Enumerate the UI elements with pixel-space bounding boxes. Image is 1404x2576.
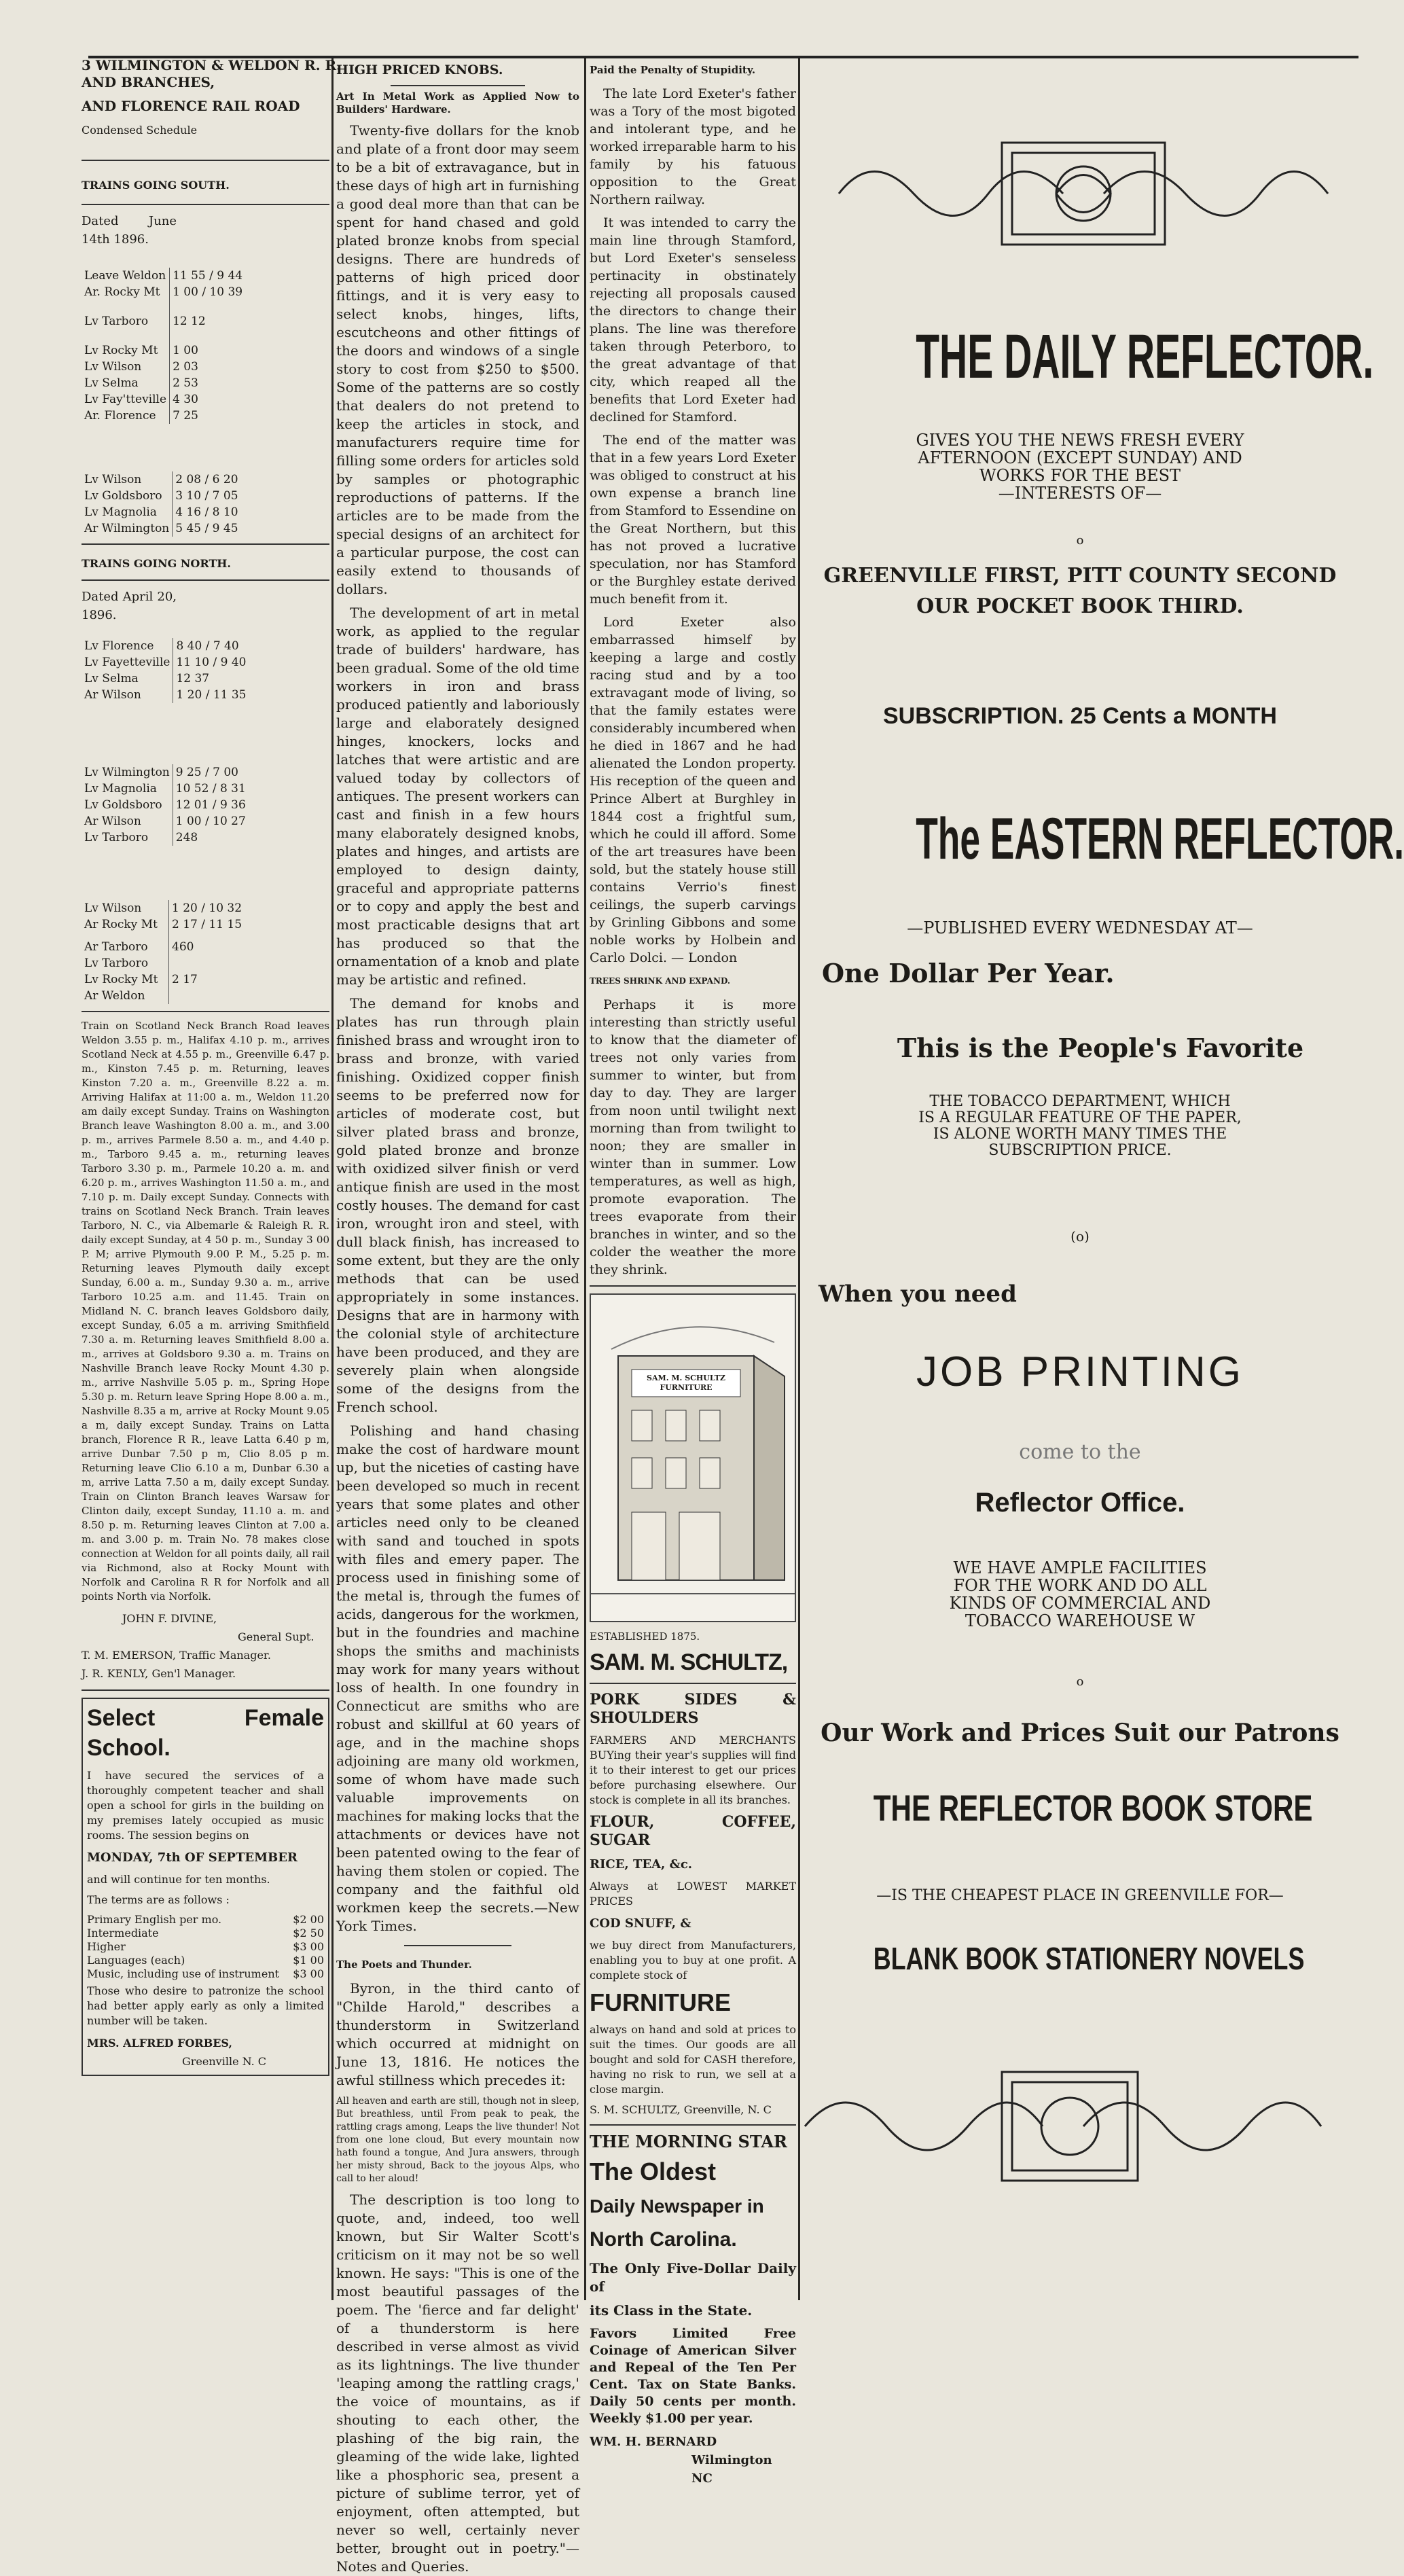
job-printing: JOB PRINTING — [916, 1348, 1244, 1395]
time: 2 03 — [170, 359, 329, 375]
poets-intro: Byron, in the third canto of "Childe Harold," describes a thunderstorm in Switzerland which occurred at midnight on June 13, 1816. He notices the awful stillness which precedes it: — [336, 1980, 579, 2088]
knobs-title: HIGH PRICED KNOBS. — [336, 62, 503, 77]
divider — [82, 543, 329, 545]
north-timetable-1 — [82, 638, 329, 703]
time: 10 52 / 8 31 — [173, 781, 329, 797]
time: 9 25 / 7 00 — [173, 764, 329, 781]
station: Ar Wilson — [84, 688, 141, 702]
divider — [590, 1683, 796, 1684]
divider — [590, 1285, 796, 1287]
time: 1 20 / 11 35 — [173, 687, 329, 703]
ample-4: TOBACCO WAREHOUSE W — [965, 1611, 1195, 1630]
star-nc: North Carolina. — [590, 2228, 737, 2251]
time: 460 — [169, 933, 330, 955]
come-to: come to the — [1019, 1440, 1141, 1464]
tobacco-2: IS A REGULAR FEATURE OF THE PAPER, — [918, 1109, 1242, 1126]
ample-2: FOR THE WORK AND DO ALL — [953, 1576, 1207, 1595]
time: 1 00 / 10 27 — [173, 813, 329, 829]
north-timetable-2 — [82, 764, 329, 846]
signer-title: General Supt. — [238, 1630, 314, 1643]
star-place: Wilmington NC — [691, 2453, 772, 2486]
knobs-paragraph: The development of art in metal work, as applied to the regular trade of builders' hardware, has been gradual. Some of the old time workers in iron and brass produced patiently and laboriously large and elaborately designed hinges, knockers, locks and latches that were artistic and are valued today by collectors of antiques. The present workers can cast and finish in a few hours many elaborately designed knobs, plates and hinges, and artists are employed to design dainty, graceful and appropriate patterns or to copy and apply the best and most practicable designs that art has produced so that the ornamentation of a knob and plate may be artistic and refined. — [336, 605, 579, 988]
school-ad — [82, 1698, 329, 2076]
time: 1 20 / 10 32 — [169, 900, 330, 916]
station: Lv Tarboro — [84, 956, 149, 970]
south-dated: Dated June 14th 1896. — [82, 214, 177, 247]
traffic-manager: T. M. EMERSON, Traffic Manager. — [82, 1649, 271, 1662]
divider — [82, 1689, 329, 1691]
time: 2 08 / 6 20 — [173, 471, 329, 488]
schultz-always: Always at LOWEST MARKET PRICES — [590, 1880, 796, 1908]
station: Lv Rocky Mt — [84, 973, 158, 986]
separator: (o) — [1070, 1228, 1090, 1245]
rate-row — [87, 1940, 324, 1954]
star-only: The Only Five-Dollar Daily of — [590, 2260, 796, 2295]
tobacco-4: SUBSCRIPTION PRICE. — [988, 1142, 1172, 1159]
blank-book: BLANK BOOK STATIONERY NOVELS — [873, 1941, 1305, 1976]
rate-row — [87, 1954, 324, 1967]
stupidity-paragraph: The late Lord Exeter's father was a Tory of the most bigoted and intolerant type, and he worked irreparable harm to his family by his fatuous opposition to the Great Northern railway. — [590, 86, 796, 207]
rate-label: Primary English per mo. — [87, 1913, 222, 1926]
station: Lv Magnolia — [84, 505, 157, 519]
time: 4 30 — [170, 391, 329, 408]
cheapest-place: —IS THE CHEAPEST PLACE IN GREENVILLE FOR— — [876, 1887, 1284, 1904]
time — [169, 988, 330, 1004]
rate-label: Higher — [87, 1940, 126, 1953]
divider — [82, 204, 329, 205]
railroad-title: WILMINGTON & WELDON R. R. — [95, 57, 342, 73]
station: Ar. Rocky Mt — [84, 285, 160, 299]
reflector-office: Reflector Office. — [975, 1488, 1185, 1518]
knobs-paragraph: Twenty-five dollars for the knob and plate of a front door may seem to be a bit of extravagance, but in these days of high art in furnishing a good deal more than that can be spent for hand chased and gold plated bronze knobs from special designs. There are hundreds of patterns of high priced door fittings, and it is very easy to select knobs, hinges, lifts, escutcheons and other fittings of the doors and windows of a single story to cost from $250 to $500. Some of the patterns are so costly that dealers do not pretend to keep the articles in stock, and manufacturers require time for filling some orders for articles sold by samples or photographic reproductions of patterns. If the articles are to be made from the special designs of an architect for a particular purpose, the cost can easily extend to thousands of dollars. — [336, 122, 579, 597]
rate-price: $2 50 — [293, 1927, 324, 1939]
greenville-first: GREENVILLE FIRST, PITT COUNTY SECOND — [823, 564, 1337, 588]
pocket-book: OUR POCKET BOOK THIRD. — [916, 594, 1244, 618]
schultz-rice: RICE, TEA, &c. — [590, 1857, 693, 1872]
rate-label: Music, including use of instrument — [87, 1967, 280, 1980]
rate-label: Languages (each) — [87, 1954, 185, 1967]
time: 12 01 / 9 36 — [173, 797, 329, 813]
column-divider — [331, 58, 334, 2300]
reflector-gives-3: WORKS FOR THE BEST — [979, 466, 1181, 485]
station: Lv Florence — [84, 639, 154, 653]
stupidity-paragraph: The end of the matter was that in a few years Lord Exeter was obliged to construct at his own expense a branch line from Stamford to Essendine on the Great Northern, but this has not proved a lucrative speculation, nor has Stamford or the Burghley estate derived much benefit from it. — [590, 433, 796, 607]
store-building-icon — [591, 1295, 795, 1621]
divider — [590, 2124, 796, 2126]
south-header: TRAINS GOING SOUTH. — [82, 179, 230, 192]
rate-price: $2 00 — [293, 1913, 324, 1926]
work-and-prices: Our Work and Prices Suit our Patrons — [821, 1719, 1339, 1747]
school-body: I have secured the services of a thoroughly competent teacher and shall open a school for girls in the building on my premises lately occupied as music rooms. The session begins on — [87, 1769, 324, 1842]
school-date: MONDAY, 7th OF SEPTEMBER — [87, 1850, 298, 1865]
star-daily: Daily Newspaper in — [590, 2196, 764, 2217]
schultz-snuff: COD SNUFF, & — [590, 1916, 691, 1931]
signer-name: JOHN F. DIVINE, — [122, 1612, 217, 1625]
one-dollar: One Dollar Per Year. — [822, 958, 1115, 988]
time: 8 40 / 7 40 — [173, 638, 329, 654]
trees-paragraph: Perhaps it is more interesting than strictly useful to know that the diameter of trees not only varies from summer to winter, but from day to day. They are larger from noon until twilight next morning than from twilight to noon; they are smaller in winter than in summer. Low temperatures, as well as high, promote evaporation. The trees evaporate from their branches in winter, and so the colder the weather the more they shrink. — [590, 997, 796, 1277]
stupidity-paragraph: Lord Exeter also embarrassed himself by keeping a large and costly racing stud and by a too extravagant mode of living, so that the family estates were considerably incumbered when he died in 1867 and he had alienated the London property. His reception of the queen and Prince Albert at Burghley in 1844 cost a frightful sum, which he could ill afford. Some of the art treasures have been sold, but the stately house still contains Verrio's finest ceilings, the superb carvings by Grinling Gibbons and some noble works by Holbein and Carlo Dolci. — London — [590, 615, 796, 965]
star-oldest: The Oldest — [590, 2158, 717, 2185]
poets-body: The description is too long to quote, and, indeed, too well known, but Sir Walter Scott's criticism on it may not be so well known. He says: "This is one of the most beautiful passages of the poem. The 'fierce and far delight' of a thunderstorm is here described in verse almost as vivid as its lightnings. The live thunder 'leaping among the rattling crags,' the voice of mountains, as if shouting to each other, the plashing of the big rain, the gleaming of the wide lake, lighted like a phosphoric sea, present a picture of sublime terror, yet of enjoyment, often attempted, but never so well, certainly never better, brought out in poetry."—Notes and Queries. — [336, 2192, 579, 2575]
railroad-subtitle-2: AND FLORENCE RAIL ROAD — [82, 98, 300, 114]
poets-title: The Poets and Thunder. — [336, 1958, 472, 1971]
schedule-label: Condensed Schedule — [82, 124, 198, 137]
station: Lv Wilson — [84, 473, 142, 486]
station: Lv Wilson — [84, 901, 142, 915]
tobacco-3: IS ALONE WORTH MANY TIMES THE — [933, 1126, 1227, 1143]
station: Lv Fayetteville — [84, 656, 170, 669]
south-timetable-1 — [82, 268, 329, 424]
south-timetable-2 — [82, 471, 329, 537]
daily-reflector-title: THE DAILY REFLECTOR. — [916, 322, 1374, 391]
rate-row — [87, 1967, 324, 1981]
time: 2 17 — [169, 971, 330, 988]
time: 12 12 — [170, 300, 329, 329]
station: Ar. Florence — [84, 409, 156, 423]
reflector-gives-4: —INTERESTS OF— — [998, 484, 1162, 503]
time: 2 53 — [170, 375, 329, 391]
divider — [391, 85, 525, 86]
schultz-furniture: FURNITURE — [590, 1988, 731, 2016]
star-favors: Favors Limited Free Coinage of American Silver and Repeal of the Ten Per Cent. Tax on State Banks. Daily 50 cents per month. Weekly $1.00 per year. — [590, 2326, 796, 2426]
station: Lv Selma — [84, 376, 139, 390]
store-illustration — [590, 1293, 796, 1622]
schultz-sign: S. M. SCHULTZ, Greenville, N. C — [590, 2103, 772, 2116]
divider — [82, 1011, 329, 1012]
time: 3 10 / 7 05 — [173, 488, 329, 504]
time: 1 00 — [170, 329, 329, 359]
knobs-subtitle: Art In Metal Work as Applied Now to Builders' Hardware. — [336, 90, 579, 115]
schultz-buy: we buy direct from Manufacturers, enabling you to buy at one profit. A complete stock of — [590, 1939, 796, 1982]
divider — [82, 160, 329, 161]
station: Ar Weldon — [84, 989, 145, 1003]
station: Ar Tarboro — [84, 940, 148, 954]
school-terms: The terms are as follows : — [87, 1893, 230, 1906]
school-continue: and will continue for ten months. — [87, 1873, 270, 1886]
station: Lv Goldsboro — [84, 798, 162, 812]
branch-schedule-text: Train on Scotland Neck Branch Road leaves Weldon 3.55 p. m., Halifax 4.10 p. m., arrives Scotland Neck at 4.55 p. m., Greenville 6.47 p. m., Kinston 7.45 p. m. Returning, leaves Kinston 7.20 a. m., Greenville 8.22 a. m. Arriving Halifax at 11:00 a. m., Weldon 11.20 am daily except Sunday. Trains on Washington Branch leave Washington 8.00 a. m., and 3.00 p. m., arrives Parmele 8.50 a. m., and 4.40 p. m., Tarboro 9.45 a. m., returning leaves Tarboro 3.30 p. m., Parmele 10.20 a. m. and 6.20 p. m., arrives Washington 11.50 a. m., and 7.10 p. m. Daily except Sunday. Connects with trains on Scotland Neck Branch. Train leaves Tarboro, N. C., via Albemarle & Raleigh R. R. daily except Sunday, at 4 50 p. m., Sunday 3 00 P. M; arrive Plymouth 9.00 P. M., 5.25 p. m. Returning leaves Plymouth daily except Sunday, 6.00 a. m., Sunday 9.30 a. m., arrive Tarboro 10.25 a.m. and 11.45. Train on Midland N. C. branch leaves Goldsboro daily, except Sunday, 6.05 a m. arriving Smithfield 7.30 a. m. Returning leaves Smithfield 8.00 a. m., arrives at Goldsboro 9.30 a. m. Trains on Nashville Branch leave Rocky Mount 4.30 p. m., arrive Nashville 5.05 p. m., Spring Hope 5.30 p. m. Return leave Spring Hope 8.00 a. m., Nashville 8.35 a m, arrive at Rocky Mount 9.05 a m, daily except Sunday. Trains on Latta branch, Florence R R., leave Latta 6.40 p m, arrive Dunbar 7.50 p m, Clio 8.05 p m. Returning leave Clio 6.10 a m, Dunbar 6.30 a m, arrive Latta 7.50 a m, daily except Sunday. Train on Clinton Branch leaves Warsaw for Clinton daily, except Sunday, 11.10 a. m. and 8.50 p. m. Returning leaves Clinton at 7.00 a. m. and 3.00 p. m. Train No. 78 makes close connection at Weldon for all points daily, all rail via Richmond, also at Rocky Mount with Norfolk and Carolina R R for Norfolk and all points North via Norfolk. — [82, 1020, 329, 1603]
ornament-bottom-icon — [798, 2065, 1328, 2187]
rate-price: $3 00 — [293, 1967, 324, 1980]
station: Lv Tarboro — [84, 315, 149, 328]
time: 2 17 / 11 15 — [169, 916, 330, 933]
station: Ar Wilson — [84, 815, 141, 828]
knobs-column — [336, 61, 579, 2575]
book-store: THE REFLECTOR BOOK STORE — [873, 1788, 1313, 1829]
divider — [404, 1945, 511, 1946]
schultz-name: SAM. M. SCHULTZ, — [590, 1649, 788, 1675]
rate-row — [87, 1913, 324, 1927]
column-divider — [584, 58, 586, 2300]
station: Ar Wilmington — [84, 522, 170, 535]
knobs-paragraph: The demand for knobs and plates has run through plain finished brass and wrought iron to brass and bronze, with varied finishing. Oxidized copper finish seems to be preferred now for articles of moderate cost, but silver plated brass and bronze, gold plated bronze and bronze with oxidized silver finish or verd antique finish are used in the most costly houses. The demand for cast iron, wrought iron and steel, with dull black finish, has increased to some extent, but they are the only methods that can be used appropriately in some instances. Designs that are in harmony with the colonial style of architecture have been produced, and they are severely plain when alongside some of the designs from the French school. — [336, 995, 579, 1415]
subscription: SUBSCRIPTION. 25 Cents a MONTH — [883, 703, 1277, 729]
separator: o — [1076, 533, 1084, 548]
ample-3: KINDS OF COMMERCIAL AND — [949, 1594, 1211, 1613]
store-sign: SAM. M. SCHULTZ FURNITURE — [647, 1374, 725, 1392]
tobacco-1: THE TOBACCO DEPARTMENT, WHICH — [929, 1093, 1231, 1110]
stupidity-paragraph: It was intended to carry the main line through Stamford, but Lord Exeter's senseless pertinacity in obstinately rejecting all proposals caused the directors to change their plans. The line was therefore taken through Peterboro, to the great advantage of that city, which reaped all the benefits that Lord Exeter had declined for Stamford. — [590, 215, 796, 425]
stupidity-column — [590, 61, 796, 2486]
north-dated: Dated April 20, 1896. — [82, 590, 177, 622]
knobs-paragraph: Polishing and hand chasing make the cost of hardware mount up, but the niceties of casting have been developed so much in recent years that some plates and other articles need only to be cleaned with sand and touched in spots with files and emery paper. The process used in finishing some of the metal is, through the fumes of acids, dangerous for the workmen, but in the foundries and machine shops the smiths and machinists may work for many years without loss of health. In one foundry in Connecticut are smiths who are robust and skillful at 60 years of age, and in the machine shops adjoining are many old workmen, some of whom have made such valuable improvements on machines for making locks that the attachments or devices have not been patented owing to the fear of having them stolen or copied. The company and the faithful old workmen keep the secrets.—New York Times. — [336, 1423, 579, 1934]
time: 248 — [173, 829, 329, 846]
rate-list — [87, 1913, 324, 1981]
station: Lv Rocky Mt — [84, 344, 158, 357]
time: 4 16 / 8 10 — [173, 504, 329, 520]
school-title: Select Female School. — [87, 1705, 324, 1761]
eastern-reflector-title: The EASTERN REFLECTOR. — [916, 806, 1404, 872]
trees-heading: TREES SHRINK AND EXPAND. — [590, 976, 731, 986]
station: Lv Tarboro — [84, 831, 149, 844]
star-signer: WM. H. BERNARD — [590, 2435, 717, 2449]
school-place: Greenville N. C — [182, 2055, 267, 2068]
general-manager: J. R. KENLY, Gen'l Manager. — [82, 1667, 236, 1680]
page-number: 3 — [82, 57, 91, 73]
time: 5 45 / 9 45 — [173, 520, 329, 537]
station: Lv Wilson — [84, 360, 142, 374]
schultz-pork: PORK SIDES & SHOULDERS — [590, 1691, 796, 1727]
published: —PUBLISHED EVERY WEDNESDAY AT— — [907, 918, 1253, 937]
rate-price: $3 00 — [293, 1940, 324, 1953]
school-closing: Those who desire to patronize the school had better apply early as only a limited number will be taken. — [87, 1984, 324, 2027]
time: 7 25 — [170, 408, 329, 424]
stupidity-title: Paid the Penalty of Stupidity. — [590, 64, 756, 76]
time: 1 00 / 10 39 — [170, 284, 329, 300]
rate-row — [87, 1927, 324, 1940]
separator: o — [1076, 1675, 1084, 1689]
star-title: THE MORNING STAR — [590, 2132, 787, 2151]
ornament-top-icon — [832, 136, 1335, 251]
time: 11 10 / 9 40 — [173, 654, 329, 670]
divider — [82, 579, 329, 581]
station: Lv Selma — [84, 672, 139, 685]
schultz-flour: FLOUR, COFFEE, SUGAR — [590, 1813, 796, 1849]
railroad-subtitle: AND BRANCHES, — [82, 74, 215, 90]
schultz-farmers: FARMERS AND MERCHANTS BUYing their year's supplies will find it to their interest to get our prices before purchasing elsewhere. Our stock is complete in all its branches. — [590, 1734, 796, 1806]
time: 12 37 — [173, 670, 329, 687]
reflector-gives-2: AFTERNOON (EXCEPT SUNDAY) AND — [918, 448, 1242, 467]
poets-verse: All heaven and earth are still, though not in sleep, But breathless, until From peak to peak, the rattling crags among, Leaps the live thunder! Not from one lone cloud, But every mountain now hath found a tongue, And Jura answers, through her misty shroud, Back to the joyous Alps, who call to her aloud! — [336, 2096, 579, 2184]
station: Lv Wilmington — [84, 766, 170, 779]
ample-1: WE HAVE AMPLE FACILITIES — [953, 1558, 1207, 1577]
column-divider — [798, 58, 800, 2300]
rate-price: $1 00 — [293, 1954, 324, 1967]
time: 11 55 / 9 44 — [170, 268, 329, 284]
time — [169, 955, 330, 971]
north-timetable-3 — [82, 900, 329, 1004]
schultz-established: ESTABLISHED 1875. — [590, 1630, 700, 1643]
school-signer: MRS. ALFRED FORBES, — [87, 2037, 232, 2050]
when-you-need: When you need — [818, 1281, 1017, 1308]
peoples-favorite: This is the People's Favorite — [897, 1033, 1304, 1063]
railroad-column — [82, 57, 342, 2299]
schultz-furniture-text: always on hand and sold at prices to suit the times. Our goods are all bought and sold for CASH therefore, having no risk to run, we sell at a close margin. — [590, 2023, 796, 2096]
station: Lv Fay'tteville — [84, 393, 167, 406]
station: Ar Rocky Mt — [84, 918, 158, 931]
station: Lv Magnolia — [84, 782, 157, 795]
station: Lv Goldsboro — [84, 489, 162, 503]
rate-label: Intermediate — [87, 1927, 159, 1939]
star-class: its Class in the State. — [590, 2302, 753, 2319]
reflector-gives-1: GIVES YOU THE NEWS FRESH EVERY — [916, 431, 1244, 450]
station: Leave Weldon — [84, 269, 166, 283]
north-header: TRAINS GOING NORTH. — [82, 557, 231, 570]
